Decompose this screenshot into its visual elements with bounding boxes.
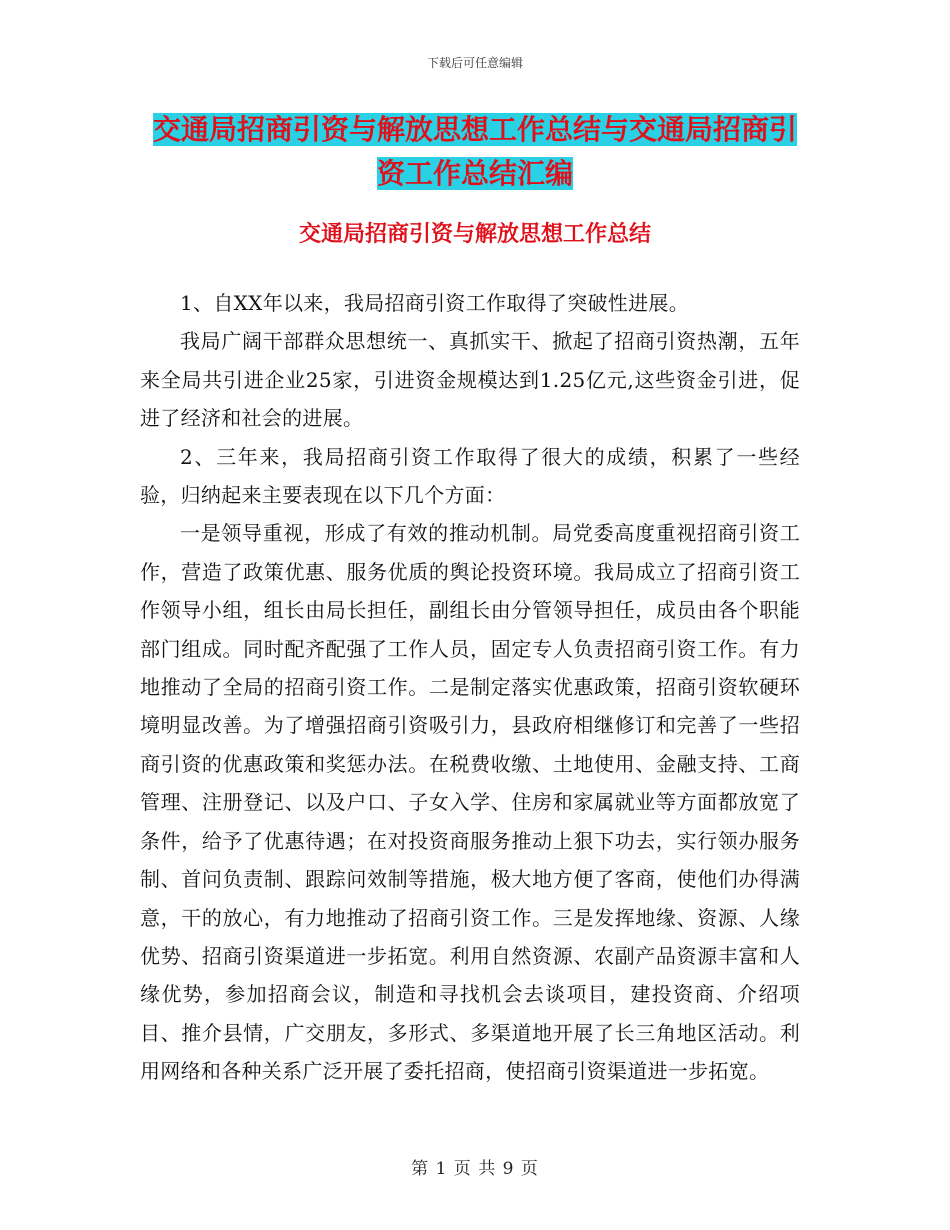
paragraph-3: 2、三年来，我局招商引资工作取得了很大的成绩，积累了一些经验，归纳起来主要表现在以下几个方面： bbox=[140, 444, 800, 508]
document-body bbox=[140, 284, 800, 1091]
document-title bbox=[140, 108, 810, 196]
document-title-line-2: 资工作总结汇编 bbox=[376, 157, 573, 190]
page-number-footer: 第 1 页 共 9 页 bbox=[411, 1159, 539, 1179]
page-header-note: 下载后可任意编辑 bbox=[426, 56, 523, 70]
section-title: 交通局招商引资与解放思想工作总结 bbox=[298, 222, 651, 247]
document-title-line-1: 交通局招商引资与解放思想工作总结与交通局招商引 bbox=[152, 113, 797, 146]
paragraph-1: 1、自XX年以来，我局招商引资工作取得了突破性进展。 bbox=[180, 291, 690, 315]
paragraph-2: 我局广阔干部群众思想统一、真抓实干、掀起了招商引资热潮，五年来全局共引进企业25家，引进资金规模达到1.25亿元,这些资金引进，促进了经济和社会的进展。 bbox=[140, 329, 800, 431]
paragraph-4: 一是领导重视，形成了有效的推动机制。局党委高度重视招商引资工作，营造了政策优惠、服务优质的舆论投资环境。我局成立了招商引资工作领导小组，组长由局长担任，副组长由分管领导担任，成员由各个职能部门组成。同时配齐配强了工作人员，固定专人负责招商引资工作。有力地推动了全局的招商引资工作。二是制定落实优惠政策，招商引资软硬环境明显改善。为了增强招商引资吸引力，县政府相继修订和完善了一些招商引资的优惠政策和奖惩办法。在税费收缴、土地使用、金融支持、工商管理、注册登记、以及户口、子女入学、住房和家属就业等方面都放宽了条件，给予了优惠待遇；在对投资商服务推动上狠下功去，实行领办服务制、首问负责制、跟踪问效制等措施，极大地方便了客商，使他们办得满意，干的放心，有力地推动了招商引资工作。三是发挥地缘、资源、人缘优势、招商引资渠道进一步拓宽。利用自然资源、农副产品资源丰富和人缘优势，参加招商会议，制造和寻找机会去谈项目，建投资商、介绍项目、推介县情，广交朋友，多形式、多渠道地开展了长三角地区活动。利用网络和各种关系广泛开展了委托招商，使招商引资渠道进一步拓宽。 bbox=[140, 521, 800, 1084]
